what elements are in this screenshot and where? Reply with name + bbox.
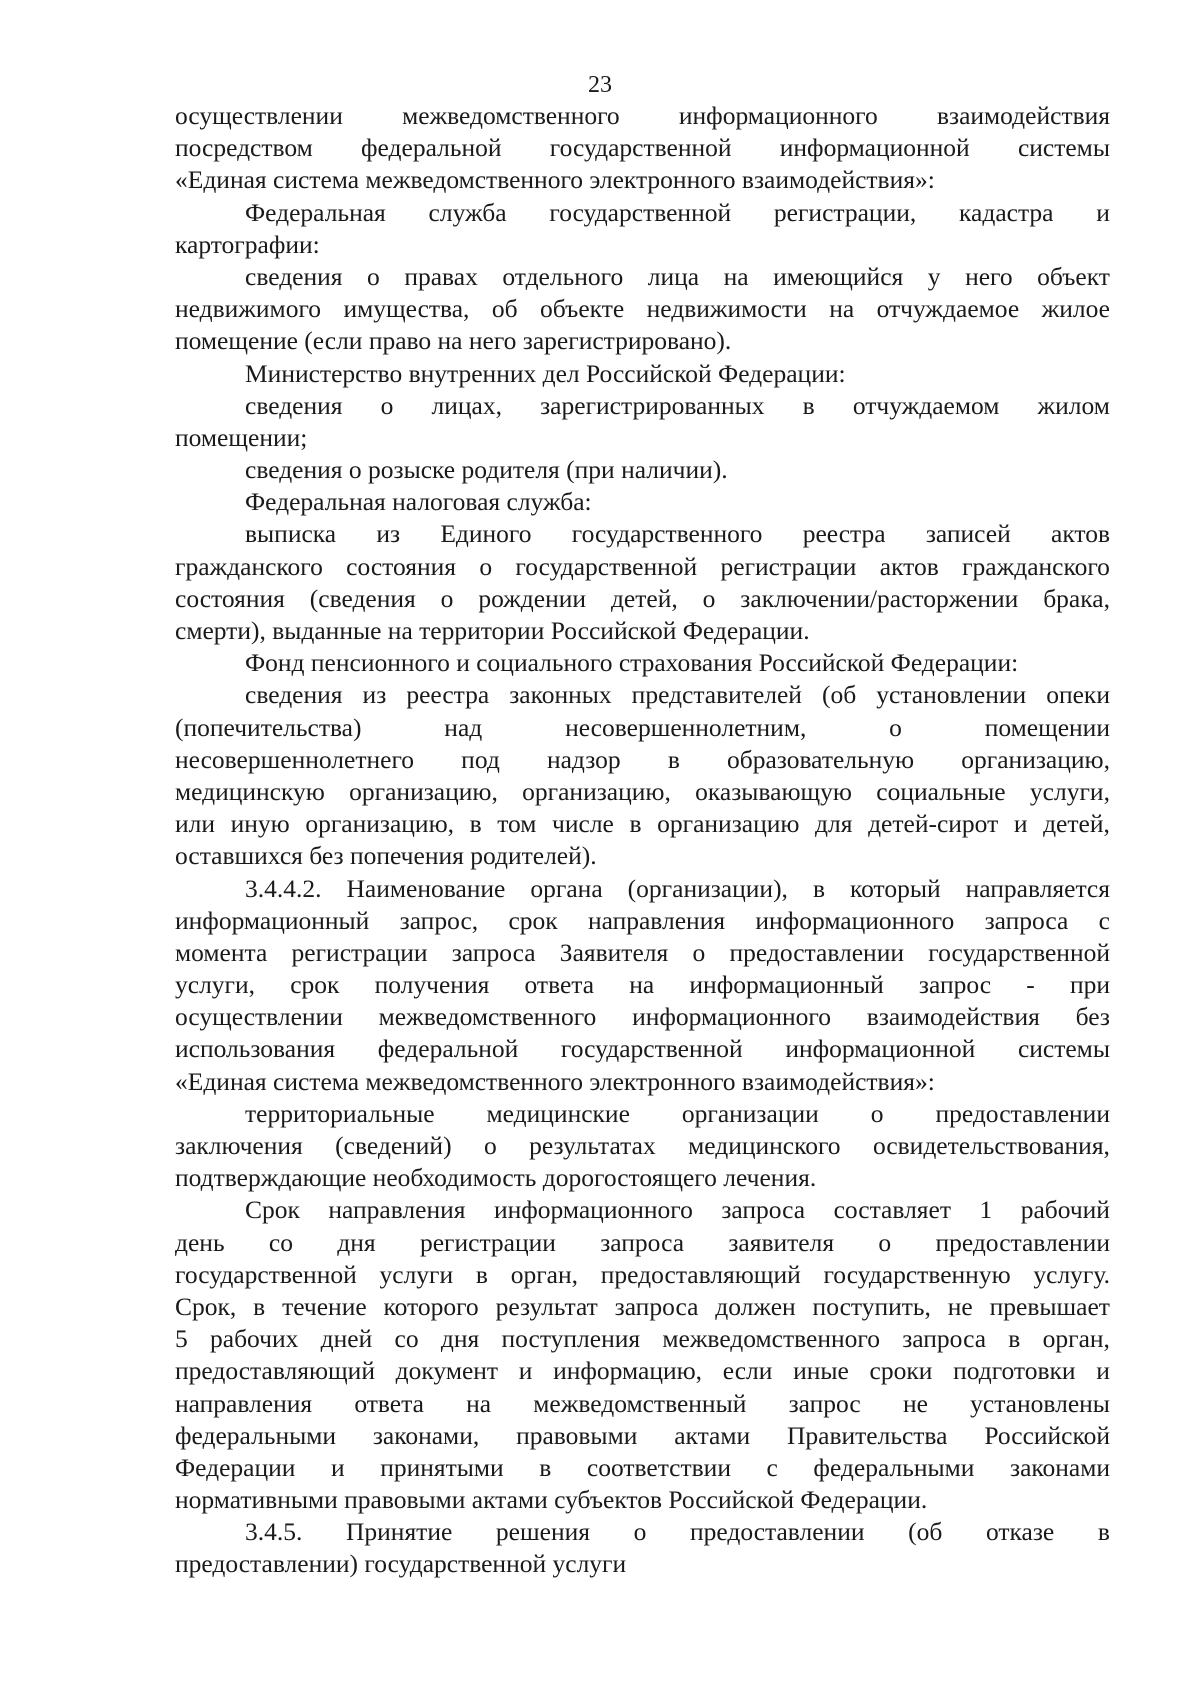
text-line: смерти), выданные на территории Российской Федерации.	[175, 616, 810, 645]
text-line: Министерство внутренних дел Российской Федерации:	[245, 358, 846, 388]
text-line: Федерации и принятыми в соответствии с федеральными законами	[175, 1452, 1110, 1482]
text-line: сведения о правах отдельного лица на имеющийся у него объект	[245, 261, 1110, 291]
text-line: день со дня регистрации запроса заявителя о предоставлении	[175, 1227, 1110, 1257]
text-line: выписка из Единого государственного реестра записей актов	[245, 519, 1110, 549]
text-line: посредством федеральной государственной информационной системы	[175, 133, 1110, 163]
text-line: картографии:	[175, 229, 320, 259]
text-line: помещение (если право на него зарегистрировано).	[175, 326, 732, 356]
text-line: Срок направления информационного запроса составляет 1 рабочий	[245, 1195, 1110, 1225]
text-line: момента регистрации запроса Заявителя о предоставлении государственной	[175, 937, 1110, 967]
text-line: Федеральная служба государственной регистрации, кадастра и	[245, 197, 1110, 227]
text-line: несовершеннолетнего под надзор в образовательную организацию,	[175, 744, 1110, 774]
text-line: сведения о розыске родителя (при наличии).	[245, 455, 728, 485]
text-line: недвижимого имущества, об объекте недвижимости на отчуждаемое жилое	[175, 294, 1110, 324]
text-line: помещении;	[175, 422, 308, 452]
text-line: нормативными правовыми актами субъектов Российской Федерации.	[175, 1485, 928, 1515]
text-line: «Единая система межведомственного электронного взаимодействия»:	[175, 1066, 935, 1096]
text-line: территориальные медицинские организации о предоставлении	[245, 1098, 1110, 1128]
text-line: предоставлении) государственной услуги	[175, 1549, 627, 1579]
text-line: 3.4.4.2. Наименование органа (организации), в который направляется	[245, 873, 1110, 903]
text-line: предоставляющий документ и информацию, если иные сроки подготовки и	[175, 1356, 1110, 1386]
text-line: 5 рабочих дней со дня поступления межведомственного запроса в орган,	[175, 1324, 1110, 1354]
text-line: направления ответа на межведомственный запрос не установлены	[175, 1388, 1110, 1418]
text-line: или иную организацию, в том числе в организацию для детей-сирот и детей,	[175, 809, 1110, 839]
text-line: Федеральная налоговая служба:	[245, 487, 592, 517]
text-line: осуществлении межведомственного информационного взаимодействия без	[175, 1002, 1110, 1032]
text-line: государственной услуги в орган, предоставляющий государственную услугу.	[175, 1259, 1110, 1289]
text-line: осуществлении межведомственного информационного взаимодействия	[175, 101, 1110, 130]
text-line: Фонд пенсионного и социального страхования Российской Федерации:	[245, 648, 1019, 678]
text-line: 3.4.5. Принятие решения о предоставлении (об отказе в	[245, 1517, 1110, 1547]
text-line: состояния (сведения о рождении детей, о заключении/расторжении брака,	[175, 583, 1110, 613]
text-line: оставшихся без попечения родителей).	[175, 841, 597, 871]
text-line: использования федеральной государственной информационной системы	[175, 1034, 1110, 1064]
text-line: услуги, срок получения ответа на информационный запрос - при	[175, 970, 1110, 1000]
text-line: заключения (сведений) о результатах медицинского освидетельствования,	[175, 1131, 1110, 1160]
document-body	[175, 100, 1110, 1581]
text-line: сведения из реестра законных представителей (об установлении опеки	[245, 680, 1110, 710]
text-line: гражданского состояния о государственной регистрации актов гражданского	[175, 551, 1110, 581]
text-line: подтверждающие необходимость дорогостоящего лечения.	[175, 1163, 817, 1193]
text-line: «Единая система межведомственного электронного взаимодействия»:	[175, 165, 935, 195]
text-line: Срок, в течение которого результат запроса должен поступить, не превышает	[175, 1291, 1110, 1321]
page-number: 23	[588, 72, 612, 98]
text-line: (попечительства) над несовершеннолетним, о помещении	[175, 712, 1110, 742]
text-line: информационный запрос, срок направления информационного запроса с	[175, 905, 1110, 935]
text-line: медицинскую организацию, организацию, оказывающую социальные услуги,	[175, 776, 1110, 806]
text-line: федеральными законами, правовыми актами Правительства Российской	[175, 1420, 1110, 1450]
text-line: сведения о лицах, зарегистрированных в отчуждаемом жилом	[245, 390, 1110, 420]
